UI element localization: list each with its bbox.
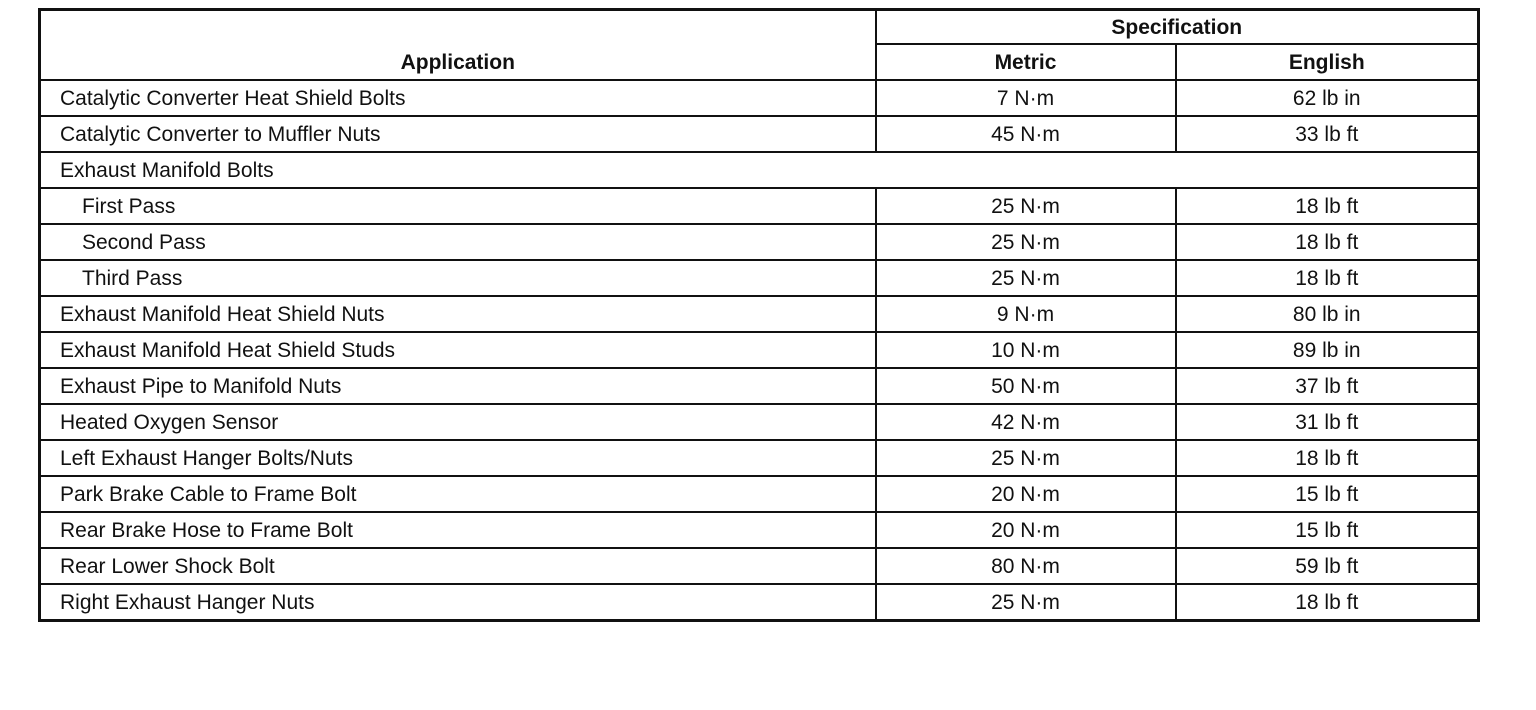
application-cell: Rear Brake Hose to Frame Bolt [40,512,876,548]
english-value-cell: 18 lb ft [1176,260,1479,296]
table-row [40,584,1479,621]
table-row [40,512,1479,548]
application-cell: Catalytic Converter Heat Shield Bolts [40,80,876,116]
english-value-cell: 18 lb ft [1176,224,1479,260]
application-cell: Rear Lower Shock Bolt [40,548,876,584]
application-column-header: Application [40,10,876,81]
metric-value-cell: 25 N·m [876,224,1176,260]
english-value-cell: 15 lb ft [1176,476,1479,512]
application-cell: Exhaust Manifold Heat Shield Studs [40,332,876,368]
english-value-cell: 31 lb ft [1176,404,1479,440]
table-row [40,404,1479,440]
metric-value-cell: 20 N·m [876,476,1176,512]
application-cell: First Pass [40,188,876,224]
application-cell: Right Exhaust Hanger Nuts [40,584,876,621]
table-row [40,368,1479,404]
english-value-cell: 18 lb ft [1176,188,1479,224]
table-row [40,548,1479,584]
metric-value-cell: 20 N·m [876,512,1176,548]
application-cell: Third Pass [40,260,876,296]
application-cell: Heated Oxygen Sensor [40,404,876,440]
table-row [40,332,1479,368]
application-cell: Catalytic Converter to Muffler Nuts [40,116,876,152]
metric-value-cell: 25 N·m [876,260,1176,296]
specification-column-header: Specification [876,10,1479,45]
metric-column-header: Metric [876,44,1176,80]
english-value-cell: 89 lb in [1176,332,1479,368]
table-row [40,296,1479,332]
metric-value-cell: 50 N·m [876,368,1176,404]
group-label-cell: Exhaust Manifold Bolts [40,152,1479,188]
application-cell: Exhaust Manifold Heat Shield Nuts [40,296,876,332]
table-row [40,440,1479,476]
english-value-cell: 59 lb ft [1176,548,1479,584]
metric-value-cell: 10 N·m [876,332,1176,368]
english-value-cell: 18 lb ft [1176,440,1479,476]
metric-value-cell: 45 N·m [876,116,1176,152]
fastener-specification-table [38,8,1480,622]
table-row [40,116,1479,152]
application-cell: Park Brake Cable to Frame Bolt [40,476,876,512]
metric-value-cell: 42 N·m [876,404,1176,440]
english-value-cell: 62 lb in [1176,80,1479,116]
metric-value-cell: 80 N·m [876,548,1176,584]
metric-value-cell: 25 N·m [876,584,1176,621]
english-value-cell: 37 lb ft [1176,368,1479,404]
english-value-cell: 18 lb ft [1176,584,1479,621]
table-row [40,80,1479,116]
english-value-cell: 15 lb ft [1176,512,1479,548]
table-row [40,260,1479,296]
application-cell: Second Pass [40,224,876,260]
table-row [40,188,1479,224]
metric-value-cell: 25 N·m [876,440,1176,476]
table-row [40,476,1479,512]
metric-value-cell: 7 N·m [876,80,1176,116]
application-cell: Left Exhaust Hanger Bolts/Nuts [40,440,876,476]
table-row [40,224,1479,260]
english-value-cell: 80 lb in [1176,296,1479,332]
metric-value-cell: 9 N·m [876,296,1176,332]
group-header-row [40,152,1479,188]
english-value-cell: 33 lb ft [1176,116,1479,152]
metric-value-cell: 25 N·m [876,188,1176,224]
english-column-header: English [1176,44,1479,80]
application-cell: Exhaust Pipe to Manifold Nuts [40,368,876,404]
